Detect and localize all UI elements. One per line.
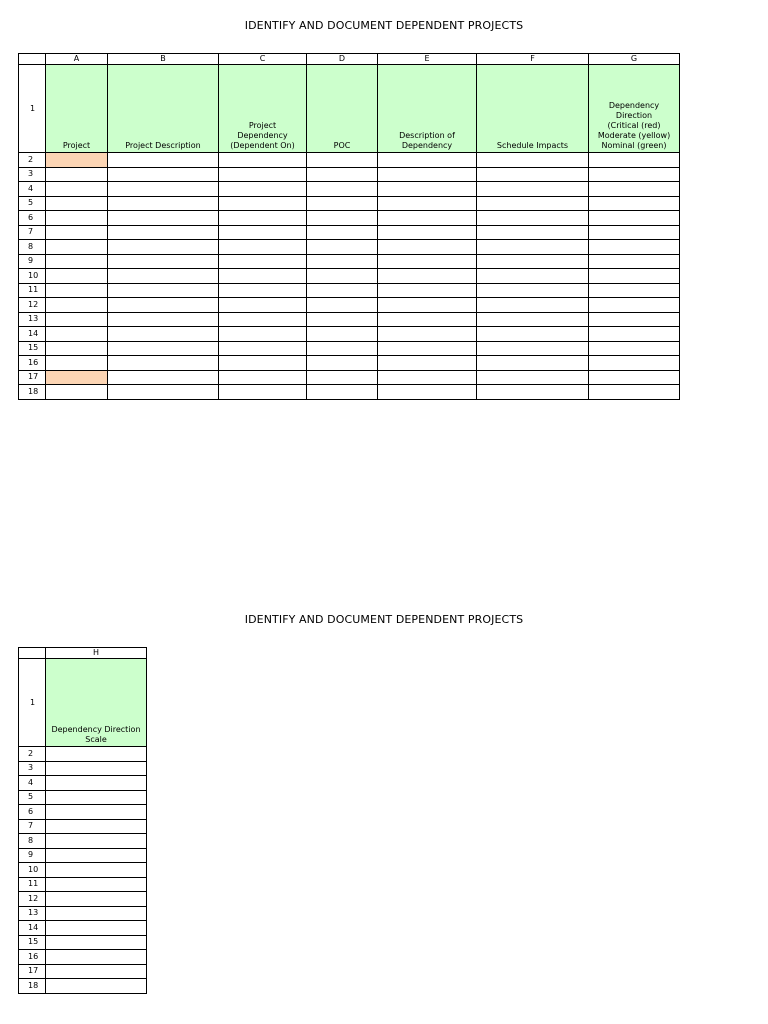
table-row (19, 834, 147, 849)
row-number[interactable]: 8 (19, 240, 46, 255)
cell-d2[interactable] (307, 153, 378, 168)
cell-f14[interactable] (477, 327, 589, 342)
cell-c10[interactable] (219, 269, 307, 284)
select-all-corner[interactable] (19, 648, 46, 659)
cell-d14[interactable] (307, 327, 378, 342)
cell-f7[interactable] (477, 225, 589, 240)
cell-g17[interactable] (589, 370, 680, 385)
cell-f16[interactable] (477, 356, 589, 371)
direction-scale-table (18, 647, 147, 994)
cell-e14[interactable] (378, 327, 477, 342)
cell-c14[interactable] (219, 327, 307, 342)
cell-b5[interactable] (108, 196, 219, 211)
cell-b15[interactable] (108, 341, 219, 356)
cell-a15[interactable] (46, 341, 108, 356)
table-row (19, 921, 147, 936)
cell-b12[interactable] (108, 298, 219, 313)
cell-g5[interactable] (589, 196, 680, 211)
cell-d18[interactable] (307, 385, 378, 400)
header-line: (Critical (red) (607, 121, 661, 130)
table-row (19, 240, 680, 255)
cell-a11[interactable] (46, 283, 108, 298)
cell-f10[interactable] (477, 269, 589, 284)
header-cell-project-dependency[interactable] (219, 65, 307, 153)
cell-b4[interactable] (108, 182, 219, 197)
sheet-title-bottom: IDENTIFY AND DOCUMENT DEPENDENT PROJECTS (244, 613, 524, 626)
row-number[interactable]: 3 (19, 761, 46, 776)
cell-b3[interactable] (108, 167, 219, 182)
row-number[interactable]: 6 (19, 805, 46, 820)
dependency-table (18, 53, 680, 400)
cell-a7[interactable] (46, 225, 108, 240)
header-poc-label: POC (333, 141, 351, 150)
table-row (19, 298, 680, 313)
cell-a10[interactable] (46, 269, 108, 284)
table-row (19, 819, 147, 834)
table-row (19, 269, 680, 284)
cell-f18[interactable] (477, 385, 589, 400)
row-number[interactable]: 4 (19, 182, 46, 197)
cell-f6[interactable] (477, 211, 589, 226)
cell-h7[interactable] (46, 819, 147, 834)
column-header-h[interactable]: H (46, 648, 147, 659)
header-line: Nominal (green) (601, 141, 667, 150)
cell-a12[interactable] (46, 298, 108, 313)
cell-h18[interactable] (46, 979, 147, 994)
column-header-a[interactable]: A (46, 54, 108, 65)
row-number[interactable]: 14 (19, 327, 46, 342)
cell-a2[interactable] (46, 153, 108, 168)
cell-d15[interactable] (307, 341, 378, 356)
cell-f2[interactable] (477, 153, 589, 168)
cell-e2[interactable] (378, 153, 477, 168)
column-header-e[interactable]: E (378, 54, 477, 65)
column-header-c[interactable]: C (219, 54, 307, 65)
cell-e6[interactable] (378, 211, 477, 226)
header-cell-project-description[interactable] (108, 65, 219, 153)
row-number[interactable]: 5 (19, 790, 46, 805)
row-number[interactable]: 11 (19, 877, 46, 892)
cell-a14[interactable] (46, 327, 108, 342)
header-schedule-impacts-label: Schedule Impacts (496, 141, 569, 150)
cell-b2[interactable] (108, 153, 219, 168)
cell-f12[interactable] (477, 298, 589, 313)
cell-d12[interactable] (307, 298, 378, 313)
cell-f11[interactable] (477, 283, 589, 298)
cell-e5[interactable] (378, 196, 477, 211)
cell-a16[interactable] (46, 356, 108, 371)
cell-a17[interactable] (46, 370, 108, 385)
cell-d17[interactable] (307, 370, 378, 385)
cell-a4[interactable] (46, 182, 108, 197)
cell-e3[interactable] (378, 167, 477, 182)
table-row (19, 211, 680, 226)
cell-e11[interactable] (378, 283, 477, 298)
cell-b8[interactable] (108, 240, 219, 255)
header-line: Description of (399, 131, 455, 140)
table-row (19, 356, 680, 371)
cell-c12[interactable] (219, 298, 307, 313)
table-row (19, 153, 680, 168)
header-line: Moderate (yellow) (597, 131, 671, 140)
cell-h12[interactable] (46, 892, 147, 907)
cell-f5[interactable] (477, 196, 589, 211)
header-line: Dependency (401, 141, 453, 150)
row-number[interactable]: 2 (19, 747, 46, 762)
cell-d8[interactable] (307, 240, 378, 255)
table-row (19, 877, 147, 892)
cell-c4[interactable] (219, 182, 307, 197)
row-number[interactable]: 13 (19, 312, 46, 327)
table-row (19, 892, 147, 907)
header-line: Dependency Direction (51, 725, 141, 734)
table-row (19, 790, 147, 805)
table-row (19, 906, 147, 921)
cell-h3[interactable] (46, 761, 147, 776)
table-row (19, 747, 147, 762)
cell-g18[interactable] (589, 385, 680, 400)
cell-d5[interactable] (307, 196, 378, 211)
cell-g13[interactable] (589, 312, 680, 327)
cell-f4[interactable] (477, 182, 589, 197)
row-number[interactable]: 15 (19, 341, 46, 356)
header-row (19, 65, 680, 153)
cell-b11[interactable] (108, 283, 219, 298)
cell-d4[interactable] (307, 182, 378, 197)
cell-f17[interactable] (477, 370, 589, 385)
cell-g4[interactable] (589, 182, 680, 197)
cell-h5[interactable] (46, 790, 147, 805)
header-line: Direction (615, 111, 653, 120)
column-header-f[interactable]: F (477, 54, 589, 65)
cell-c18[interactable] (219, 385, 307, 400)
row-number[interactable]: 16 (19, 950, 46, 965)
header-cell-poc[interactable] (307, 65, 378, 153)
row-number[interactable]: 7 (19, 819, 46, 834)
row-number[interactable]: 17 (19, 370, 46, 385)
cell-g12[interactable] (589, 298, 680, 313)
cell-c5[interactable] (219, 196, 307, 211)
row-number[interactable]: 18 (19, 385, 46, 400)
cell-b6[interactable] (108, 211, 219, 226)
cell-e13[interactable] (378, 312, 477, 327)
table-row (19, 805, 147, 820)
row-number[interactable]: 1 (19, 659, 46, 747)
cell-h4[interactable] (46, 776, 147, 791)
table-row (19, 327, 680, 342)
table-row (19, 776, 147, 791)
table-row (19, 370, 680, 385)
row-number[interactable]: 6 (19, 211, 46, 226)
table-row (19, 979, 147, 994)
table-row (19, 283, 680, 298)
cell-e8[interactable] (378, 240, 477, 255)
cell-g11[interactable] (589, 283, 680, 298)
table-row (19, 341, 680, 356)
cell-g9[interactable] (589, 254, 680, 269)
cell-c8[interactable] (219, 240, 307, 255)
cell-g6[interactable] (589, 211, 680, 226)
row-number[interactable]: 9 (19, 848, 46, 863)
cell-e9[interactable] (378, 254, 477, 269)
column-header-g[interactable]: G (589, 54, 680, 65)
sheet-title-top: IDENTIFY AND DOCUMENT DEPENDENT PROJECTS (244, 19, 524, 32)
header-cell-project[interactable] (46, 65, 108, 153)
cell-h11[interactable] (46, 877, 147, 892)
table-row (19, 863, 147, 878)
row-number[interactable]: 13 (19, 906, 46, 921)
header-line: (Dependent On) (230, 141, 295, 150)
cell-h13[interactable] (46, 906, 147, 921)
row-number[interactable]: 10 (19, 269, 46, 284)
cell-e17[interactable] (378, 370, 477, 385)
select-all-corner[interactable] (19, 54, 46, 65)
cell-a13[interactable] (46, 312, 108, 327)
cell-c7[interactable] (219, 225, 307, 240)
cell-h6[interactable] (46, 805, 147, 820)
cell-e15[interactable] (378, 341, 477, 356)
header-cell-dependency-direction-scale[interactable] (46, 659, 147, 747)
column-header-b[interactable]: B (108, 54, 219, 65)
cell-d16[interactable] (307, 356, 378, 371)
header-line: Scale (85, 735, 107, 744)
row-number[interactable]: 12 (19, 892, 46, 907)
cell-e10[interactable] (378, 269, 477, 284)
cell-d3[interactable] (307, 167, 378, 182)
cell-b16[interactable] (108, 356, 219, 371)
table-row (19, 312, 680, 327)
table-row (19, 964, 147, 979)
cell-d13[interactable] (307, 312, 378, 327)
cell-g2[interactable] (589, 153, 680, 168)
cell-b9[interactable] (108, 254, 219, 269)
cell-e12[interactable] (378, 298, 477, 313)
cell-d11[interactable] (307, 283, 378, 298)
row-number[interactable]: 10 (19, 863, 46, 878)
cell-g7[interactable] (589, 225, 680, 240)
row-number[interactable]: 18 (19, 979, 46, 994)
cell-a5[interactable] (46, 196, 108, 211)
cell-c9[interactable] (219, 254, 307, 269)
cell-a3[interactable] (46, 167, 108, 182)
header-line: Dependency (237, 131, 288, 140)
header-line: Dependency (608, 101, 660, 110)
cell-h17[interactable] (46, 964, 147, 979)
cell-f9[interactable] (477, 254, 589, 269)
cell-h14[interactable] (46, 921, 147, 936)
cell-b17[interactable] (108, 370, 219, 385)
row-number[interactable]: 8 (19, 834, 46, 849)
cell-f15[interactable] (477, 341, 589, 356)
header-row (19, 659, 147, 747)
cell-h8[interactable] (46, 834, 147, 849)
header-project-description-label: Project Description (125, 141, 201, 150)
table-row (19, 254, 680, 269)
cell-b13[interactable] (108, 312, 219, 327)
header-line: Project (248, 121, 277, 130)
header-cell-description-of-dependency[interactable] (378, 65, 477, 153)
cell-c16[interactable] (219, 356, 307, 371)
table-row (19, 848, 147, 863)
cell-h9[interactable] (46, 848, 147, 863)
cell-f8[interactable] (477, 240, 589, 255)
cell-e16[interactable] (378, 356, 477, 371)
table-row (19, 950, 147, 965)
cell-a9[interactable] (46, 254, 108, 269)
table-row (19, 225, 680, 240)
cell-g8[interactable] (589, 240, 680, 255)
cell-b18[interactable] (108, 385, 219, 400)
cell-g16[interactable] (589, 356, 680, 371)
cell-d9[interactable] (307, 254, 378, 269)
cell-h16[interactable] (46, 950, 147, 965)
cell-d6[interactable] (307, 211, 378, 226)
table-row (19, 167, 680, 182)
cell-g14[interactable] (589, 327, 680, 342)
cell-b7[interactable] (108, 225, 219, 240)
cell-e4[interactable] (378, 182, 477, 197)
table-row (19, 761, 147, 776)
cell-g10[interactable] (589, 269, 680, 284)
header-cell-dependency-direction[interactable] (589, 65, 680, 153)
row-number[interactable]: 1 (19, 65, 46, 153)
cell-c15[interactable] (219, 341, 307, 356)
cell-a6[interactable] (46, 211, 108, 226)
cell-g3[interactable] (589, 167, 680, 182)
column-header-row (19, 54, 680, 65)
row-number[interactable]: 4 (19, 776, 46, 791)
cell-c13[interactable] (219, 312, 307, 327)
table-row (19, 182, 680, 197)
header-project-label: Project (62, 141, 91, 150)
cell-c11[interactable] (219, 283, 307, 298)
cell-h2[interactable] (46, 747, 147, 762)
row-number[interactable]: 15 (19, 935, 46, 950)
row-number[interactable]: 14 (19, 921, 46, 936)
row-number[interactable]: 11 (19, 283, 46, 298)
cell-a18[interactable] (46, 385, 108, 400)
cell-c6[interactable] (219, 211, 307, 226)
cell-a8[interactable] (46, 240, 108, 255)
row-number[interactable]: 9 (19, 254, 46, 269)
cell-d10[interactable] (307, 269, 378, 284)
table-row (19, 935, 147, 950)
cell-f3[interactable] (477, 167, 589, 182)
cell-g15[interactable] (589, 341, 680, 356)
cell-c17[interactable] (219, 370, 307, 385)
cell-f13[interactable] (477, 312, 589, 327)
cell-h10[interactable] (46, 863, 147, 878)
cell-e18[interactable] (378, 385, 477, 400)
cell-c3[interactable] (219, 167, 307, 182)
row-number[interactable]: 12 (19, 298, 46, 313)
cell-b10[interactable] (108, 269, 219, 284)
cell-b14[interactable] (108, 327, 219, 342)
cell-e7[interactable] (378, 225, 477, 240)
row-number[interactable]: 7 (19, 225, 46, 240)
row-number[interactable]: 2 (19, 153, 46, 168)
row-number[interactable]: 3 (19, 167, 46, 182)
cell-d7[interactable] (307, 225, 378, 240)
column-header-d[interactable]: D (307, 54, 378, 65)
row-number[interactable]: 16 (19, 356, 46, 371)
cell-h15[interactable] (46, 935, 147, 950)
row-number[interactable]: 5 (19, 196, 46, 211)
header-cell-schedule-impacts[interactable] (477, 65, 589, 153)
row-number[interactable]: 17 (19, 964, 46, 979)
column-header-row (19, 648, 147, 659)
table-row (19, 196, 680, 211)
cell-c2[interactable] (219, 153, 307, 168)
table-row (19, 385, 680, 400)
